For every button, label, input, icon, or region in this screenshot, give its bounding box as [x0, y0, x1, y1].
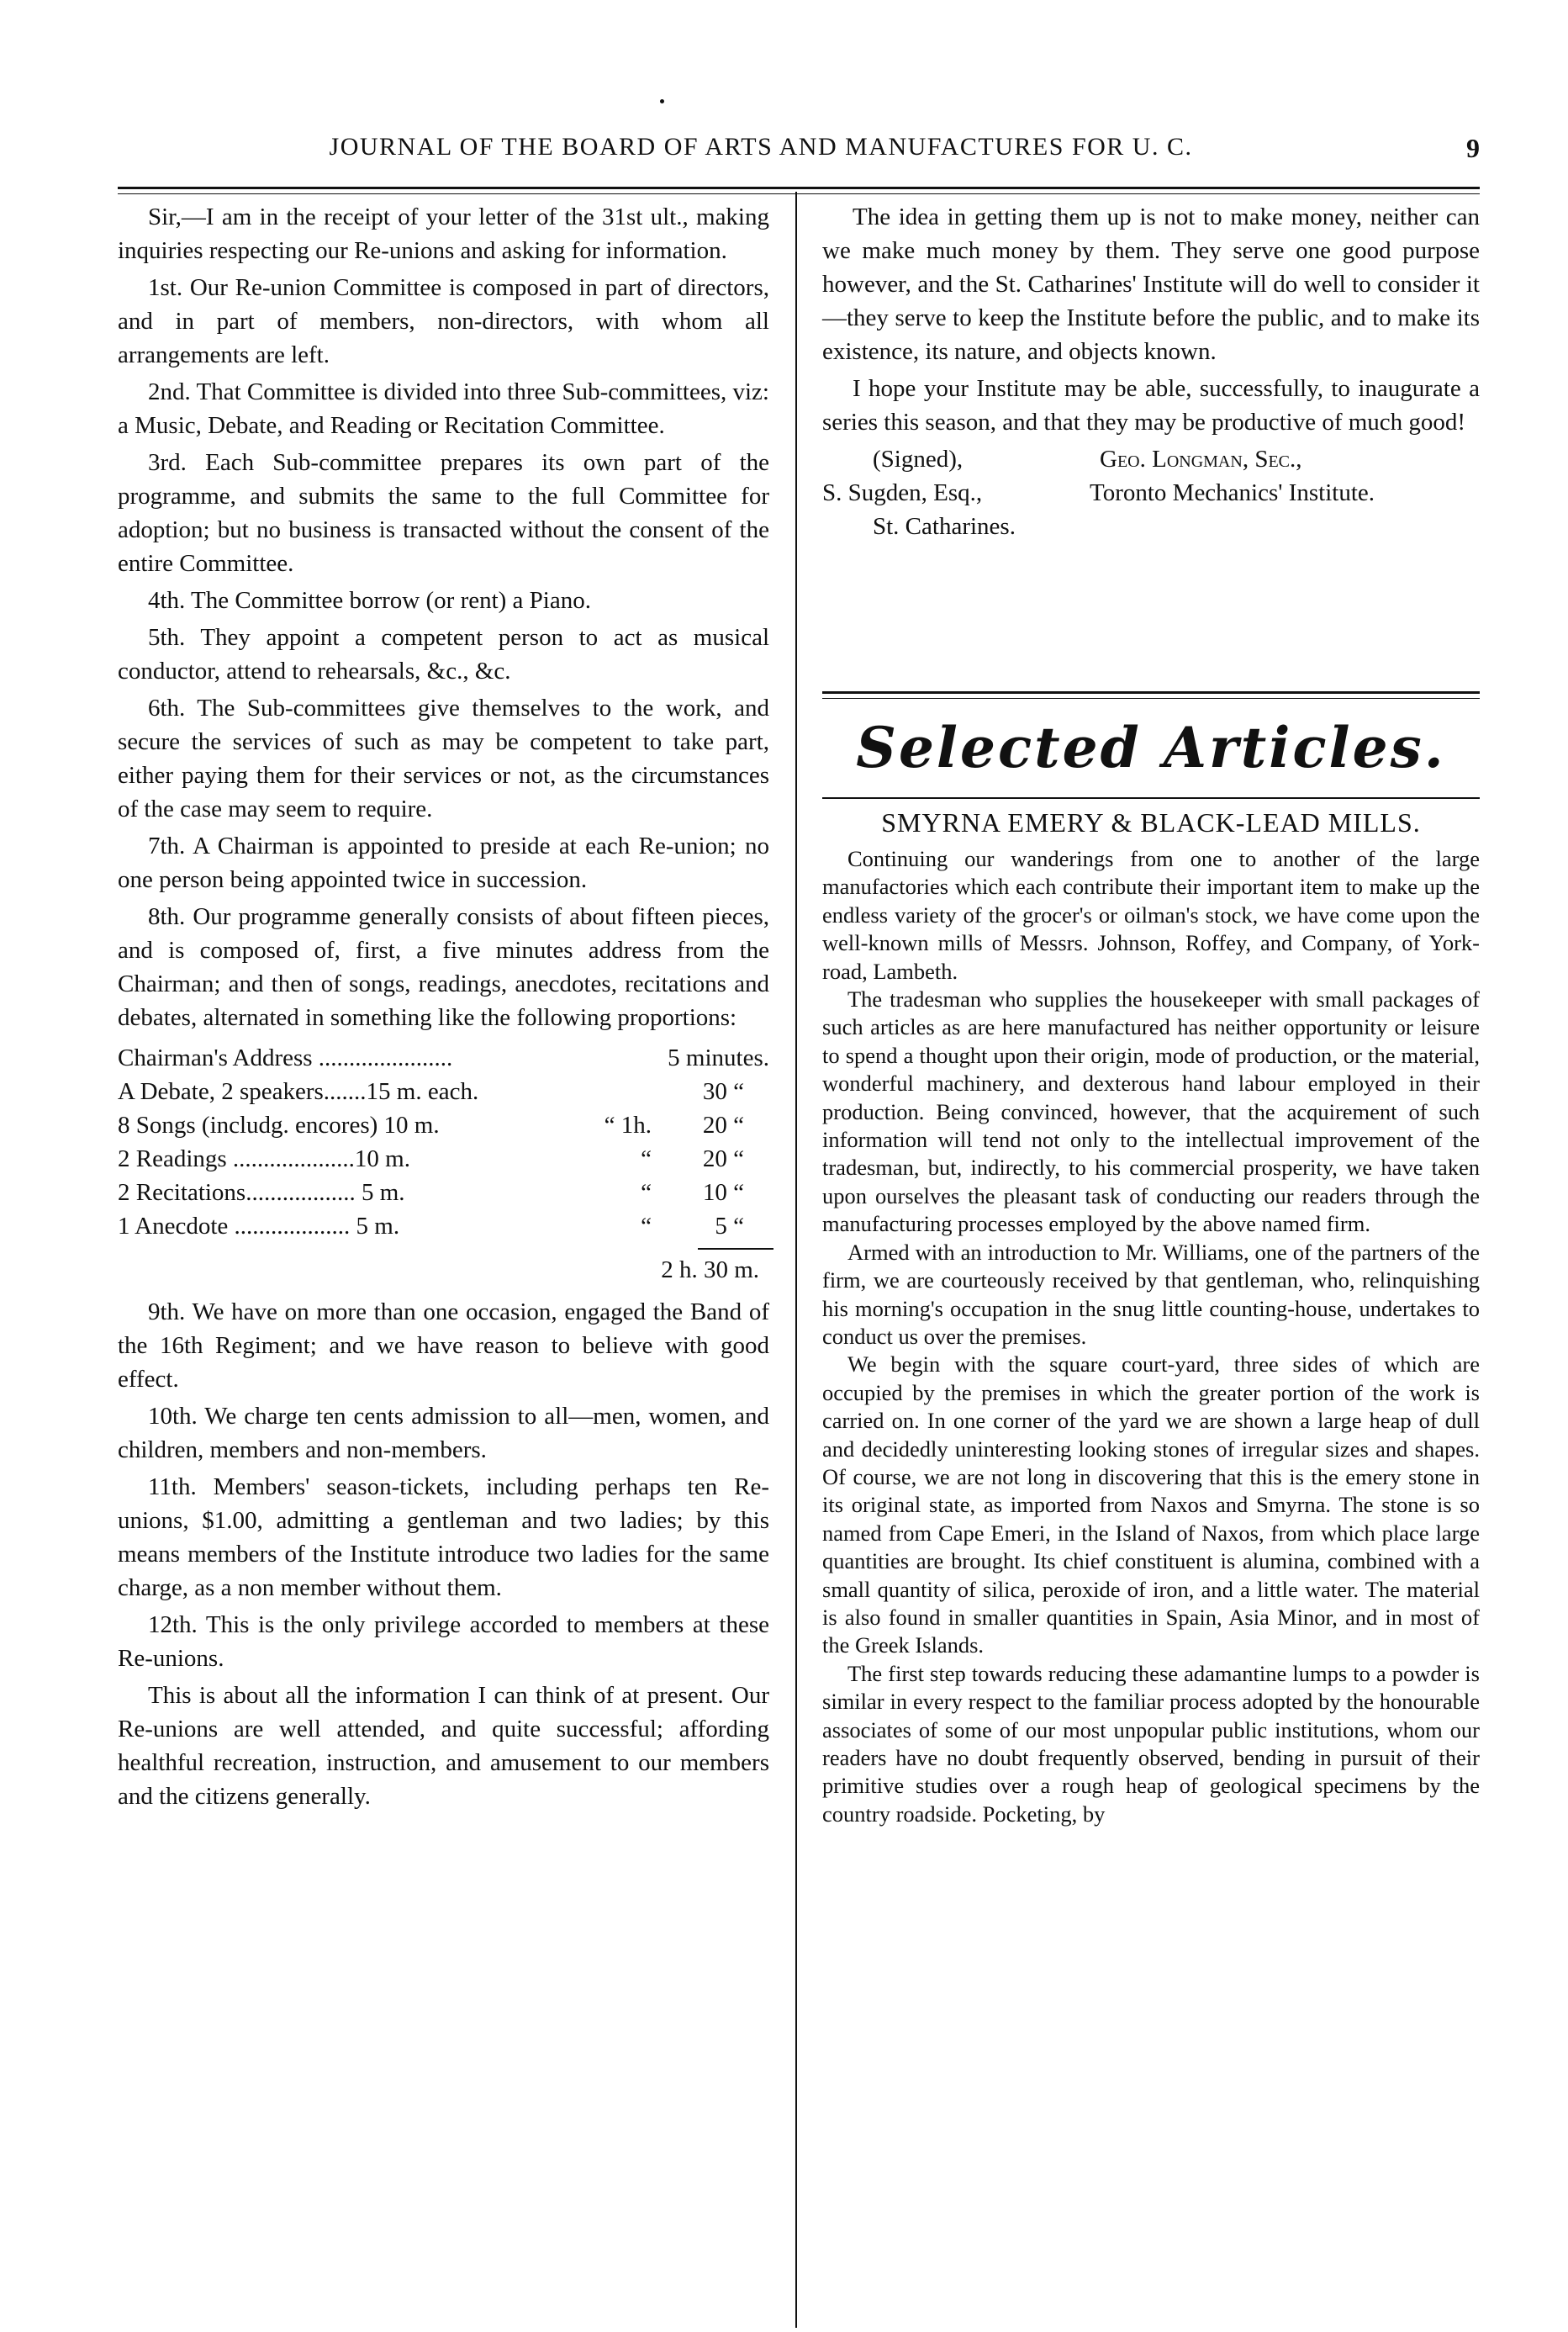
paragraph: This is about all the information I can think of at present. Our Re-unions are well attended, and quite successful; affording healthful recreation, instruction, and amusement to our members and the citizens generally. [118, 1682, 769, 1810]
paragraph: 9th. We have on more than one occasion, engaged the Band of the 16th Regiment; and we have reason to believe with good effect. [118, 1298, 769, 1393]
paragraph: 1st. Our Re-union Committee is composed in part of directors, and in part of members, non-directors, with whom all arrangements are left. [118, 274, 769, 368]
place: St. Catharines. [873, 513, 1016, 540]
section-rule-thin [822, 698, 1480, 699]
paragraph: The tradesman who supplies the housekeeper with small packages of such articles as are here manufactured has neither opportunity or leisure to spend a thought upon their origin, mode of production, or the material, wonderful machinery, and dexterous hand labour employed in their production. Being convinced, however, that the acquirement of such information will tend not only to the intellectual improvement of the tradesman, but, indirectly, to his commercial prosperity, we have taken upon ourselves the pleasant task of conducting our readers through the manufacturing processes employed by the above named firm. [822, 986, 1480, 1237]
paragraph: Sir,—I am in the receipt of your letter of the 31st ult., making inquiries respecting our Re-unions and asking for information. [118, 204, 769, 264]
programme-time: 20 “ [702, 1145, 744, 1172]
paragraph: The first step towards reducing these adamantine lumps to a powder is similar in every respect to the familiar process adopted by the honourable associates of some of our most unpopular public institutions, whom our readers have no doubt frequently observed, bending in pursuit of their primitive studies over a rough heap of geological specimens by the country roadside. Pocketing, by [822, 1660, 1480, 1827]
programme-total: 2 h. 30 m. [661, 1256, 759, 1283]
place-line [822, 510, 1480, 543]
programme-item: 2 Recitations.................. 5 m. [118, 1179, 405, 1206]
programme-ditto [601, 1041, 652, 1075]
header-rule [118, 187, 1480, 189]
addressee: S. Sugden, Esq., [822, 479, 983, 506]
paragraph: Continuing our wanderings from one to another of the large manufactories which each contribute their important item to make up the endless variety of the grocer's or oilman's stock, we have come upon the well-known mills of Messrs. Johnson, Roffey, and Company, of York-road, Lambeth. [822, 846, 1480, 984]
paragraph: 3rd. Each Sub-committee prepares its own part of the programme, and submits the same to the full Committee for adoption; but no business is transacted without the consent of the entire Committee. [118, 449, 769, 577]
signatory-name: Geo. Longman, Sec., [1100, 446, 1302, 473]
programme-ditto [601, 1075, 652, 1108]
programme-item: 1 Anecdote ................... 5 m. [118, 1213, 400, 1240]
print-speck [660, 99, 664, 103]
paragraph: 8th. Our programme generally consists of about fifteen pieces, and is composed of, first, a five minutes address from the Chairman; and then of songs, readings, anecdotes, recitations and debates, alternated in something like the following proportions: [118, 903, 769, 1031]
paragraph: 5th. They appoint a competent person to act as musical conductor, attend to rehearsals, &c., &c. [118, 624, 769, 685]
paragraph: 11th. Members' season-tickets, including perhaps ten Re-unions, $1.00, admitting a gentleman and two ladies; by this means members of the Institute introduce two ladies for the same charge, as a non member without them. [118, 1473, 769, 1601]
article-title: SMYRNA EMERY & BLACK-LEAD MILLS. [881, 807, 1421, 838]
paragraph: The idea in getting them up is not to make money, neither can we make much money by them. They serve one good purpose however, and the St. Catharines' Institute will do well to consider it—they serve to keep the Institute before the public, and to make its existence, its nature, and objects known. [822, 204, 1480, 365]
section-heading: Selected Articles. [856, 715, 1446, 780]
paragraph: 6th. The Sub-committees give themselves to the work, and secure the services of such as may be competent to take part, either paying them for their services or not, as the circumstances of the case may seem to require. [118, 695, 769, 822]
programme-time: 30 “ [702, 1078, 744, 1105]
table-row [118, 1142, 769, 1176]
paragraph: 10th. We charge ten cents admission to all—men, women, and children, members and non-members. [118, 1403, 769, 1463]
table-row [118, 1108, 769, 1142]
programme-item: Chairman's Address ...................... [118, 1044, 453, 1071]
total-rule [698, 1248, 773, 1250]
programme-ditto: “ [641, 1179, 652, 1206]
programme-item: A Debate, 2 speakers.......15 m. each. [118, 1078, 479, 1105]
addressee-line [822, 476, 1480, 510]
table-row [118, 1209, 769, 1243]
section-rule [822, 691, 1480, 694]
programme-ditto: “ [641, 1213, 652, 1240]
programme-item: 2 Readings ....................10 m. [118, 1145, 410, 1172]
programme-ditto: “ 1h. [604, 1112, 652, 1139]
right-column-letter [822, 200, 1480, 543]
institute-name: Toronto Mechanics' Institute. [1090, 479, 1375, 506]
column-divider [795, 192, 797, 2328]
signed-label: (Signed), [873, 446, 964, 473]
programme-ditto: “ [641, 1145, 652, 1172]
programme-time: 20 “ [702, 1112, 744, 1139]
programme-table [118, 1041, 769, 1243]
paragraph: Armed with an introduction to Mr. Williams, one of the partners of the firm, we are courteously received by that gentleman, who, relinquishing his morning's occupation in the snug little counting-house, undertakes to conduct us over the premises. [822, 1239, 1480, 1349]
page-number: 9 [1466, 133, 1480, 163]
paragraph: 4th. The Committee borrow (or rent) a Piano. [148, 587, 591, 614]
paragraph: 7th. A Chairman is appointed to preside at each Re-union; no one person being appointed twice in succession. [118, 833, 769, 893]
table-row [118, 1176, 769, 1209]
paragraph: 12th. This is the only privilege accorded to members at these Re-unions. [118, 1611, 769, 1672]
programme-item: 8 Songs (includg. encores) 10 m. [118, 1112, 440, 1139]
header-rule-thin [118, 193, 1480, 194]
programme-time: 10 “ [702, 1179, 744, 1206]
paragraph: We begin with the square court-yard, three sides of which are occupied by the premises in which the greater portion of the work is carried on. In one corner of the yard we are shown a large heap of dull and decidedly uninteresting looking stones of irregular sizes and shapes. Of course, we are not long in discovering that this is the emery stone in its original state, as imported from Naxos and Smyrna. The stone is so named from Cape Emeri, in the Island of Naxos, from which place large quantities are brought. Its chief constituent is alumina, combined with a small quantity of silica, peroxide of iron, and a little water. The material is also found in smaller quantities in Spain, Asia Minor, and in most of the Greek Islands. [822, 1351, 1480, 1658]
paragraph: 2nd. That Committee is divided into three Sub-committees, viz: a Music, Debate, and Reading or Recitation Committee. [118, 378, 769, 439]
programme-time: 5 “ [715, 1213, 744, 1240]
table-row [118, 1075, 769, 1108]
paragraph: I hope your Institute may be able, successfully, to inaugurate a series this season, and that they may be productive of much good! [822, 375, 1480, 436]
signature-line [822, 442, 1480, 476]
running-header [118, 133, 1480, 167]
table-row [118, 1041, 769, 1075]
programme-time: 5 minutes. [668, 1044, 769, 1071]
heading-rule [822, 797, 1480, 799]
journal-title: JOURNAL OF THE BOARD OF ARTS AND MANUFACTURES FOR U. C. [329, 133, 1193, 161]
left-column [118, 200, 769, 1816]
article-body [822, 845, 1480, 1828]
